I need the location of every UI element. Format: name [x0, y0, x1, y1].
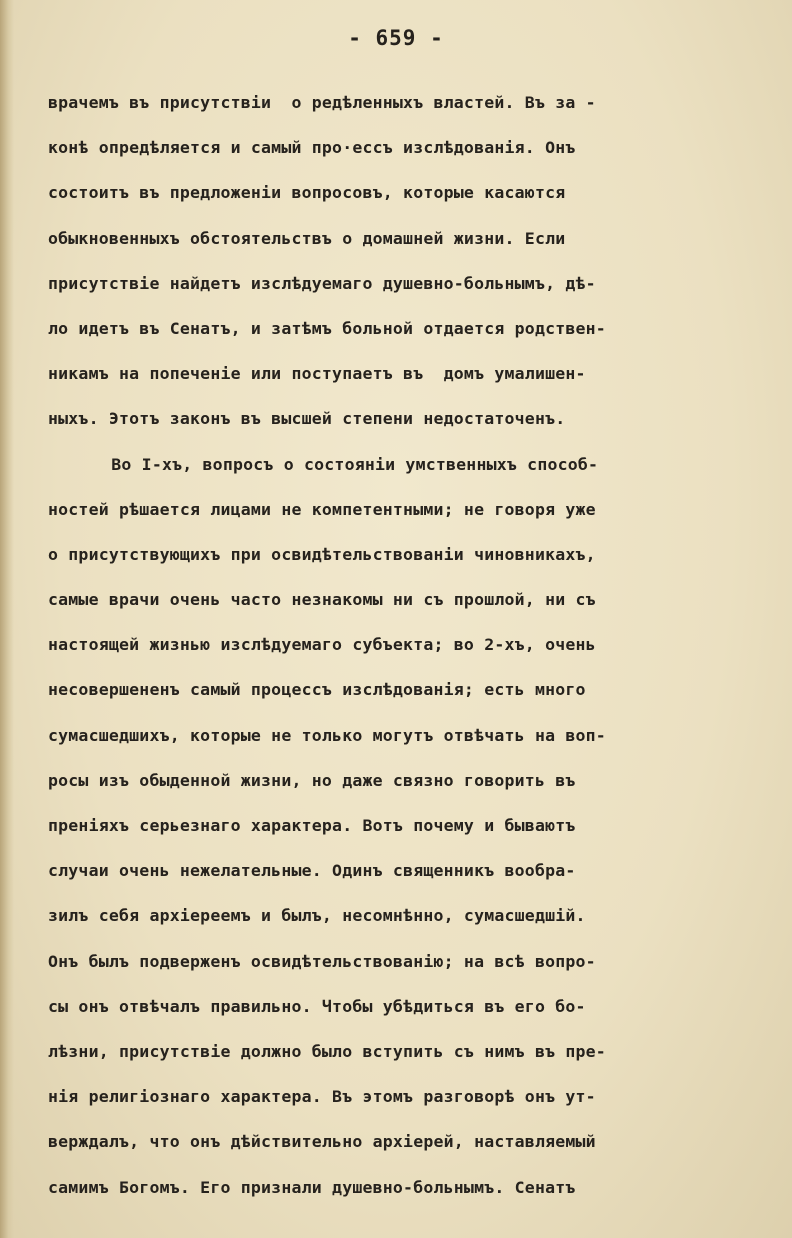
text-line: зилъ себя архiереемъ и былъ, несомнѣнно, сумасшедшiй.: [48, 906, 586, 926]
text-line: сумасшедшихъ, которые не только могутъ отвѣчать на воп-: [48, 725, 606, 745]
text-line: ностей рѣшается лицами не компетентными; не говоря уже: [48, 499, 596, 519]
text-line: обыкновенныхъ обстоятельствъ о домашней жизни. Если: [48, 228, 566, 248]
text-line: нiя религiознаго характера. Въ этомъ разговорѣ онъ ут-: [48, 1087, 596, 1107]
text-line: Онъ былъ подверженъ освидѣтельствованiю; на всѣ вопро-: [48, 951, 596, 971]
text-line: случаи очень нежелательные. Одинъ священникъ вообра-: [48, 861, 576, 881]
text-line: сы онъ отвѣчалъ правильно. Чтобы убѣдиться въ его бо-: [48, 996, 586, 1016]
paragraph-first-line: Во I-хъ, вопросъ о состоянiи умственныхъ способ-: [111, 454, 599, 474]
text-line: ныхъ. Этотъ законъ въ высшей степени недостаточенъ.: [48, 409, 566, 429]
text-line: конѣ опредѣляется и самый про·ессъ изслѣдованiя. Онъ: [48, 138, 576, 158]
text-line: лѣзни, присутствiе должно было вступить съ нимъ въ пре-: [48, 1041, 606, 1061]
text-line: врачемъ въ присутствiи о редѣленныхъ властей. Въ за -: [48, 93, 596, 112]
page-number: - 659 -: [348, 26, 444, 50]
text-line: ло идетъ въ Сенатъ, и затѣмъ больной отдается родствен-: [48, 318, 606, 338]
text-line: присутствiе найдетъ изслѣдуемаго душевно-больнымъ, дѣ-: [48, 273, 596, 293]
text-line: состоитъ въ предложенiи вопросовъ, которые касаются: [48, 183, 566, 203]
body-text: [48, 88, 768, 1218]
text-line: никамъ на попеченiе или поступаетъ въ домъ умалишен-: [48, 364, 586, 384]
text-line: настоящей жизнью изслѣдуемаго субъекта; во 2-хъ, очень: [48, 635, 596, 655]
text-line: о присутствующихъ при освидѣтельствованiи чиновникахъ,: [48, 544, 596, 564]
text-line: верждалъ, что онъ дѣйствительно архiерей, наставляемый: [48, 1132, 596, 1152]
page-edge-shadow: [0, 0, 14, 1238]
text-line: несовершененъ самый процессъ изслѣдованiя; есть много: [48, 680, 586, 700]
text-line: росы изъ обыденной жизни, но даже связно говорить въ: [48, 770, 576, 790]
text-line: пренiяхъ серьезнаго характера. Вотъ почему и бываютъ: [48, 816, 576, 835]
text-line: самимъ Богомъ. Его признали душевно-больнымъ. Сенатъ: [48, 1177, 576, 1197]
text-line: самые врачи очень часто незнакомы ни съ прошлой, ни съ: [48, 590, 596, 610]
